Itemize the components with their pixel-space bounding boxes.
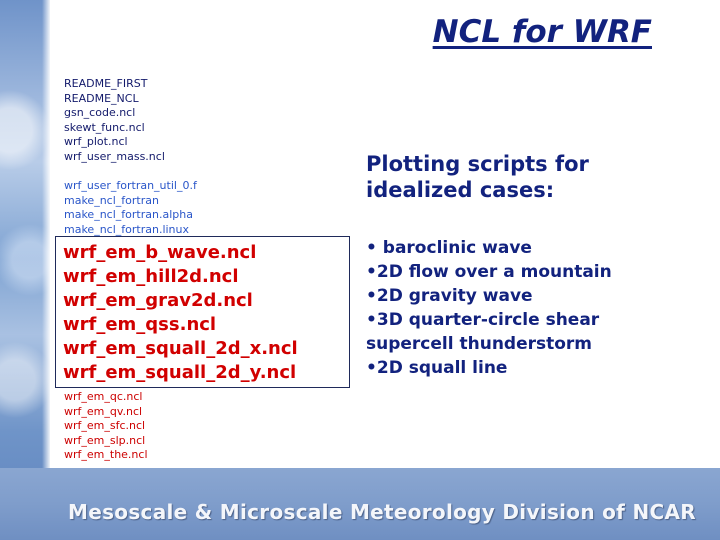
bullet-item: •2D squall line — [366, 358, 508, 378]
file-item: wrf_em_slp.ncl — [64, 433, 146, 447]
highlighted-file: wrf_em_squall_2d_y.ncl — [63, 362, 297, 383]
heading-line: idealized cases: — [366, 178, 555, 202]
highlighted-file: wrf_em_b_wave.ncl — [63, 242, 257, 263]
file-item: make_ncl_fortran.linux — [64, 222, 190, 236]
file-item: gsn_code.ncl — [64, 106, 136, 120]
highlighted-file: wrf_em_qss.ncl — [63, 314, 217, 335]
file-list — [64, 77, 354, 238]
highlighted-file: wrf_em_grav2d.ncl — [63, 290, 253, 311]
bullet-item: •2D flow over a mountain — [366, 262, 612, 282]
file-item: README_FIRST — [64, 77, 148, 90]
file-item: skewt_func.ncl — [64, 120, 145, 134]
file-item: wrf_plot.ncl — [64, 135, 128, 149]
file-item: wrf_em_the.ncl — [64, 448, 148, 462]
highlighted-scripts-box — [55, 236, 350, 388]
file-item: README_NCL — [64, 91, 139, 105]
file-item: wrf_em_qc.ncl — [64, 390, 143, 403]
case-bullet-list — [366, 236, 711, 380]
highlighted-file: wrf_em_hill2d.ncl — [63, 266, 239, 287]
file-list-lower — [64, 390, 354, 463]
slide-title-text: NCL for WRF — [432, 14, 652, 50]
bullet-item: •2D gravity wave — [366, 286, 533, 306]
file-item: make_ncl_fortran — [64, 193, 159, 207]
file-item: wrf_em_sfc.ncl — [64, 419, 146, 433]
file-item: wrf_em_qv.ncl — [64, 404, 143, 418]
heading-line: Plotting scripts for — [366, 152, 589, 176]
slide-title — [322, 14, 652, 58]
highlighted-file: wrf_em_squall_2d_x.ncl — [63, 338, 298, 359]
bullet-item: supercell thunderstorm — [366, 334, 593, 354]
file-item: wrf_user_mass.ncl — [64, 149, 165, 163]
footer-organization-text: Mesoscale & Microscale Meteorology Division of NCAR — [68, 500, 696, 524]
decorative-globe-strip — [0, 0, 50, 540]
file-item: make_ncl_fortran.alpha — [64, 208, 193, 222]
list-spacer — [64, 165, 354, 180]
bullet-item: •3D quarter-circle shear — [366, 310, 600, 330]
file-item: wrf_user_fortran_util_0.f — [64, 179, 197, 193]
bullet-item: • baroclinic wave — [366, 238, 532, 258]
section-heading — [366, 151, 706, 203]
